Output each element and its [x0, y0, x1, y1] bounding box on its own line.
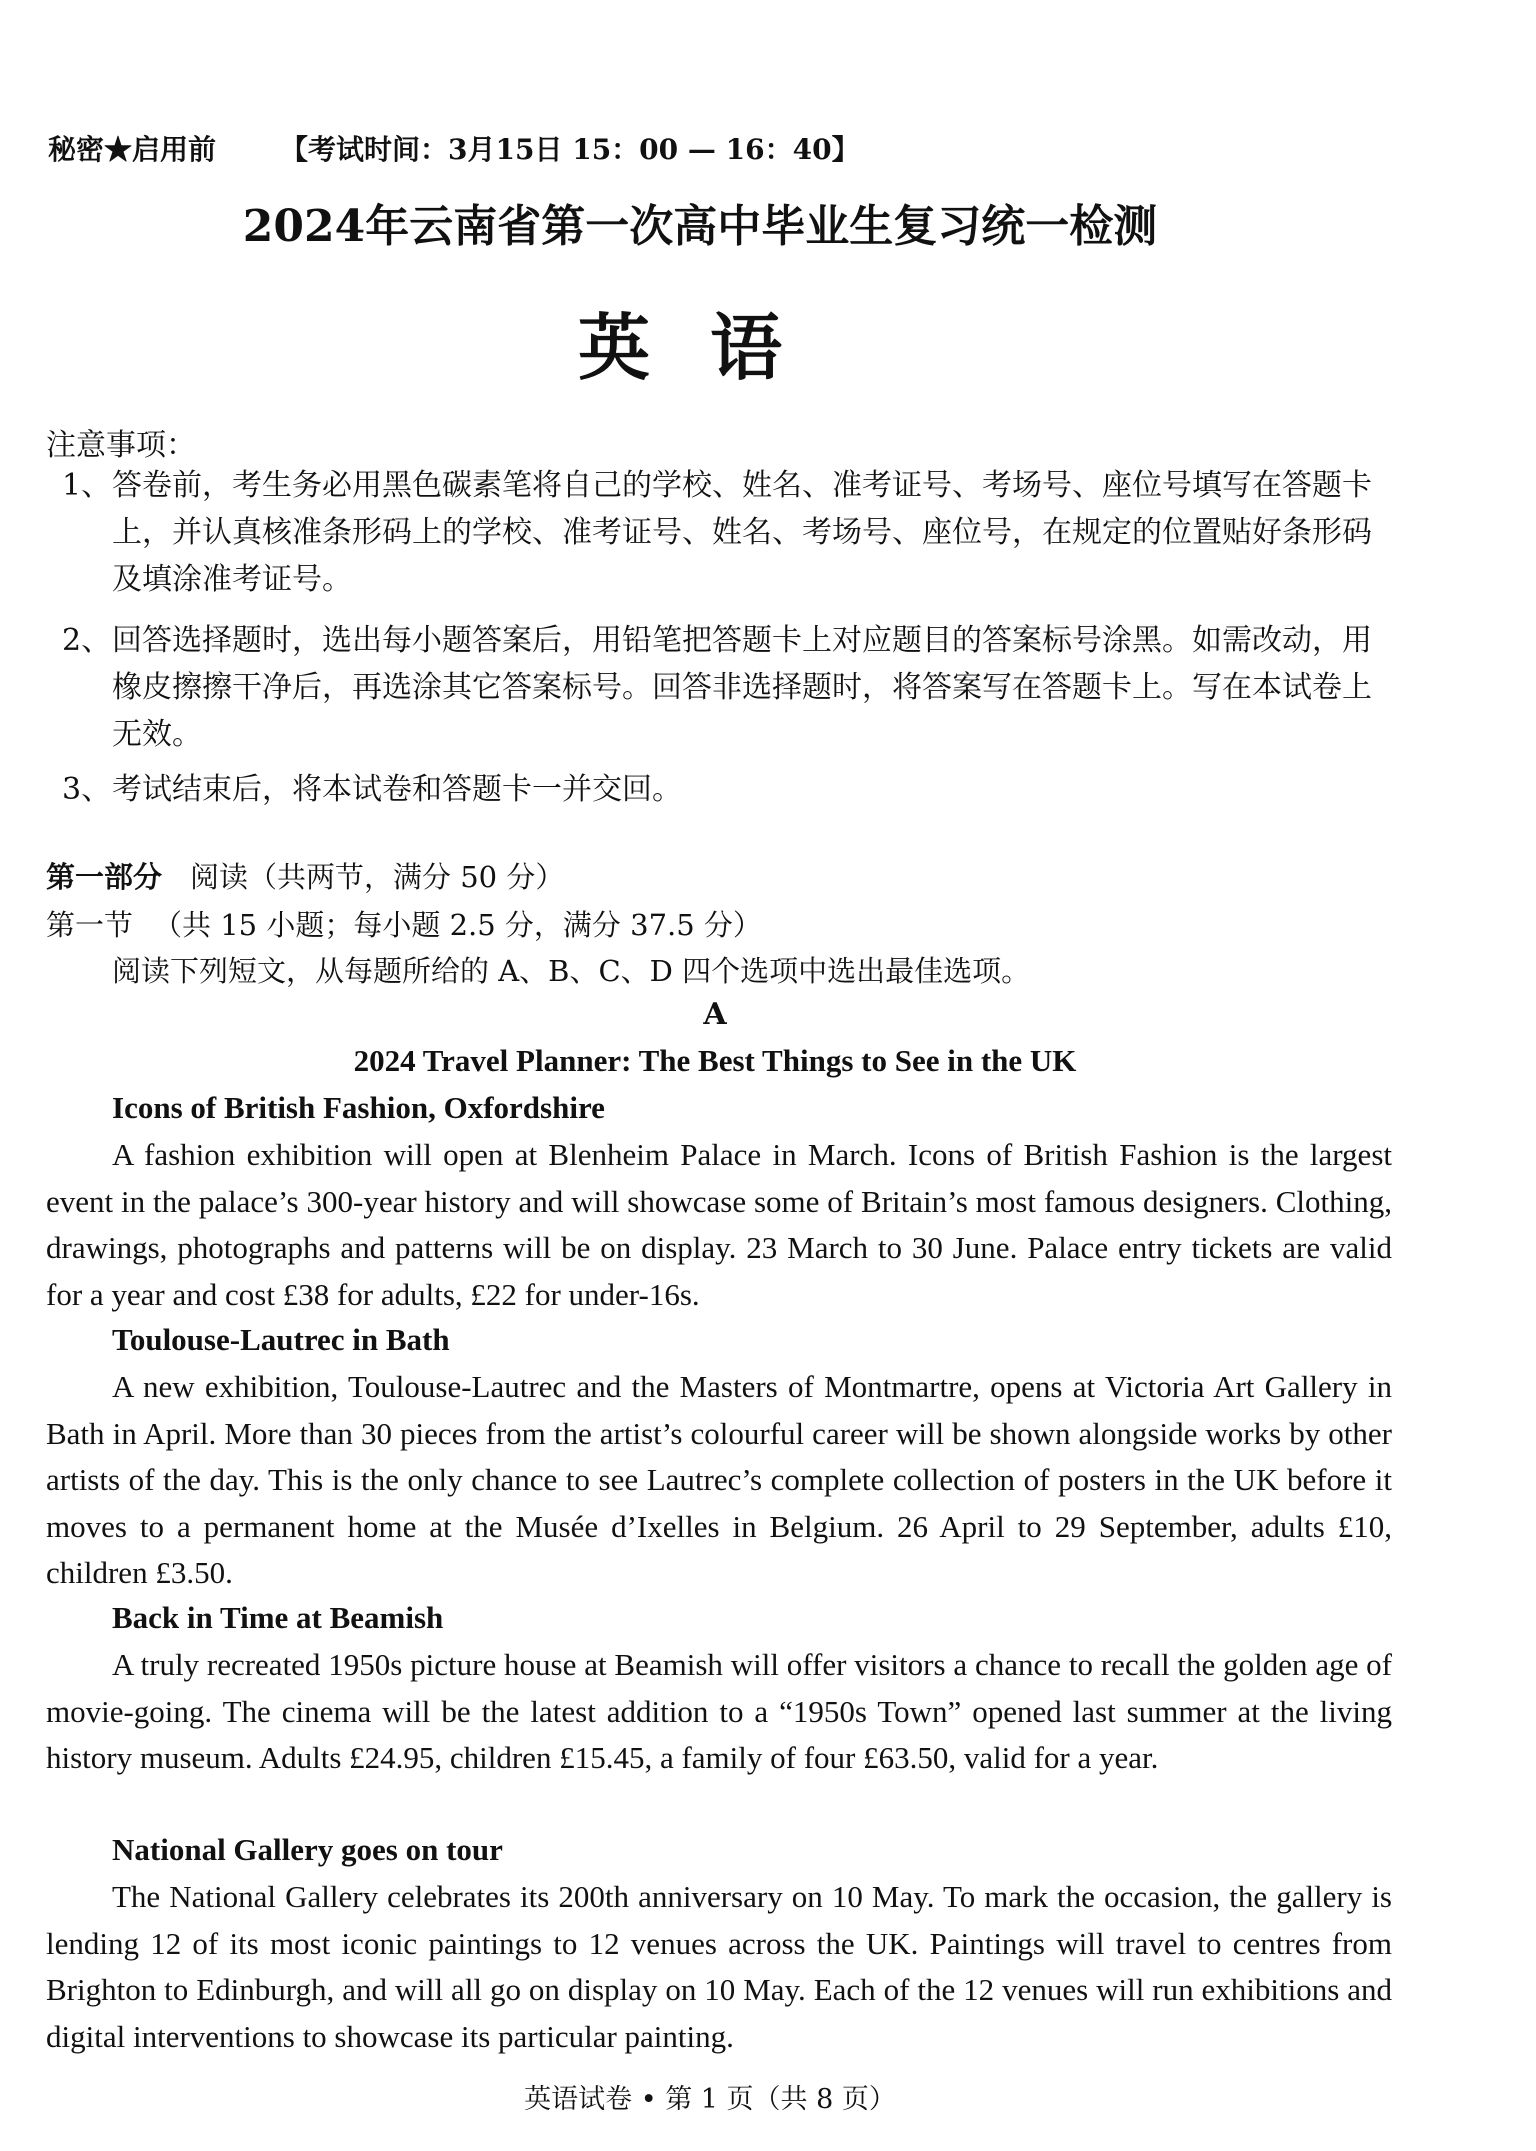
- exam-time: 【考试时间：3月15日 15：00 — 16：40】: [280, 133, 860, 166]
- notice-text: 答卷前，考生务必用黑色碳素笔将自己的学校、姓名、准考证号、考场号、座位号填写在答题卡上，并认真核准条形码上的学校、准考证号、姓名、考场号、座位号，在规定的位置贴好条形码及填涂准考证号。: [112, 468, 1372, 597]
- subject-title: 英语: [577, 305, 842, 390]
- notice-item: [62, 462, 1382, 603]
- notice-number: 3、: [62, 772, 112, 807]
- item-paragraph: A truly recreated 1950s picture house at Beamish will offer visitors a chance to recall the golden age of movie-going. The cinema will be the latest addition to a “1950s Town” opened last summer at the living history museum. Adults £24.95, children £15.45, a family of four £63.50, valid for a year.: [46, 1647, 1392, 1775]
- part-description: 阅读（共两节，满分 50 分）: [190, 860, 565, 894]
- notice-number: 1、: [62, 468, 112, 503]
- header-line: [48, 128, 860, 168]
- page-footer: 英语试卷 • 第 1 页（共 8 页）: [524, 2084, 896, 2115]
- section-name: 第一节: [46, 908, 134, 942]
- item-heading: Back in Time at Beamish: [112, 1600, 444, 1635]
- passage-letter: A: [703, 997, 727, 1032]
- item-heading: Icons of British Fashion, Oxfordshire: [112, 1090, 605, 1125]
- section-heading: [46, 903, 762, 944]
- notice-text: 回答选择题时，选出每小题答案后，用铅笔把答题卡上对应题目的答案标号涂黑。如需改动，用橡皮擦擦干净后，再选涂其它答案标号。回答非选择题时，将答案写在答题卡上。写在本试卷上无效。: [112, 623, 1372, 752]
- item-heading: National Gallery goes on tour: [112, 1832, 503, 1867]
- item-heading: Toulouse-Lautrec in Bath: [112, 1322, 450, 1357]
- notice-item: [62, 617, 1382, 758]
- notice-number: 2、: [62, 623, 112, 658]
- item-paragraph: A new exhibition, Toulouse-Lautrec and the Masters of Montmartre, opens at Victoria Art Gallery in Bath in April. More than 30 pieces from the artist’s colourful career will be shown alongside works by other artists of the day. This is the only chance to see Lautrec’s complete collection of posters in the UK before it moves to a permanent home at the Musée d’Ixelles in Belgium. 26 April to 29 September, adults £10, children £3.50.: [46, 1369, 1392, 1590]
- part-heading: [46, 855, 564, 896]
- section-description: （共 15 小题；每小题 2.5 分，满分 37.5 分）: [153, 908, 762, 942]
- notice-item: [62, 766, 1382, 813]
- passage-title: 2024 Travel Planner: The Best Things to See in the UK: [353, 1043, 1077, 1078]
- section-instruction: 阅读下列短文，从每题所给的 A、B、C、D 四个选项中选出最佳选项。: [112, 954, 1031, 988]
- exam-title: 2024年云南省第一次高中毕业生复习统一检测: [242, 201, 1158, 252]
- item-paragraph: The National Gallery celebrates its 200th anniversary on 10 May. To mark the occasion, the gallery is lending 12 of its most iconic paintings to 12 venues across the UK. Paintings will travel to centres from Brighton to Edinburgh, and will all go on display on 10 May. Each of the 12 venues will run exhibitions and digital interventions to showcase its particular painting.: [46, 1879, 1392, 2054]
- notice-heading: 注意事项：: [46, 428, 196, 463]
- confidential-label: 秘密★启用前: [48, 133, 217, 166]
- item-paragraph: A fashion exhibition will open at Blenheim Palace in March. Icons of British Fashion is the largest event in the palace’s 300-year history and will showcase some of Britain’s most famous designers. Clothing, drawings, photographs and patterns will be on display. 23 March to 30 June. Palace entry tickets are valid for a year and cost £38 for adults, £22 for under-16s.: [46, 1137, 1392, 1312]
- notice-text: 考试结束后，将本试卷和答题卡一并交回。: [112, 772, 682, 807]
- part-name: 第一部分: [46, 860, 163, 894]
